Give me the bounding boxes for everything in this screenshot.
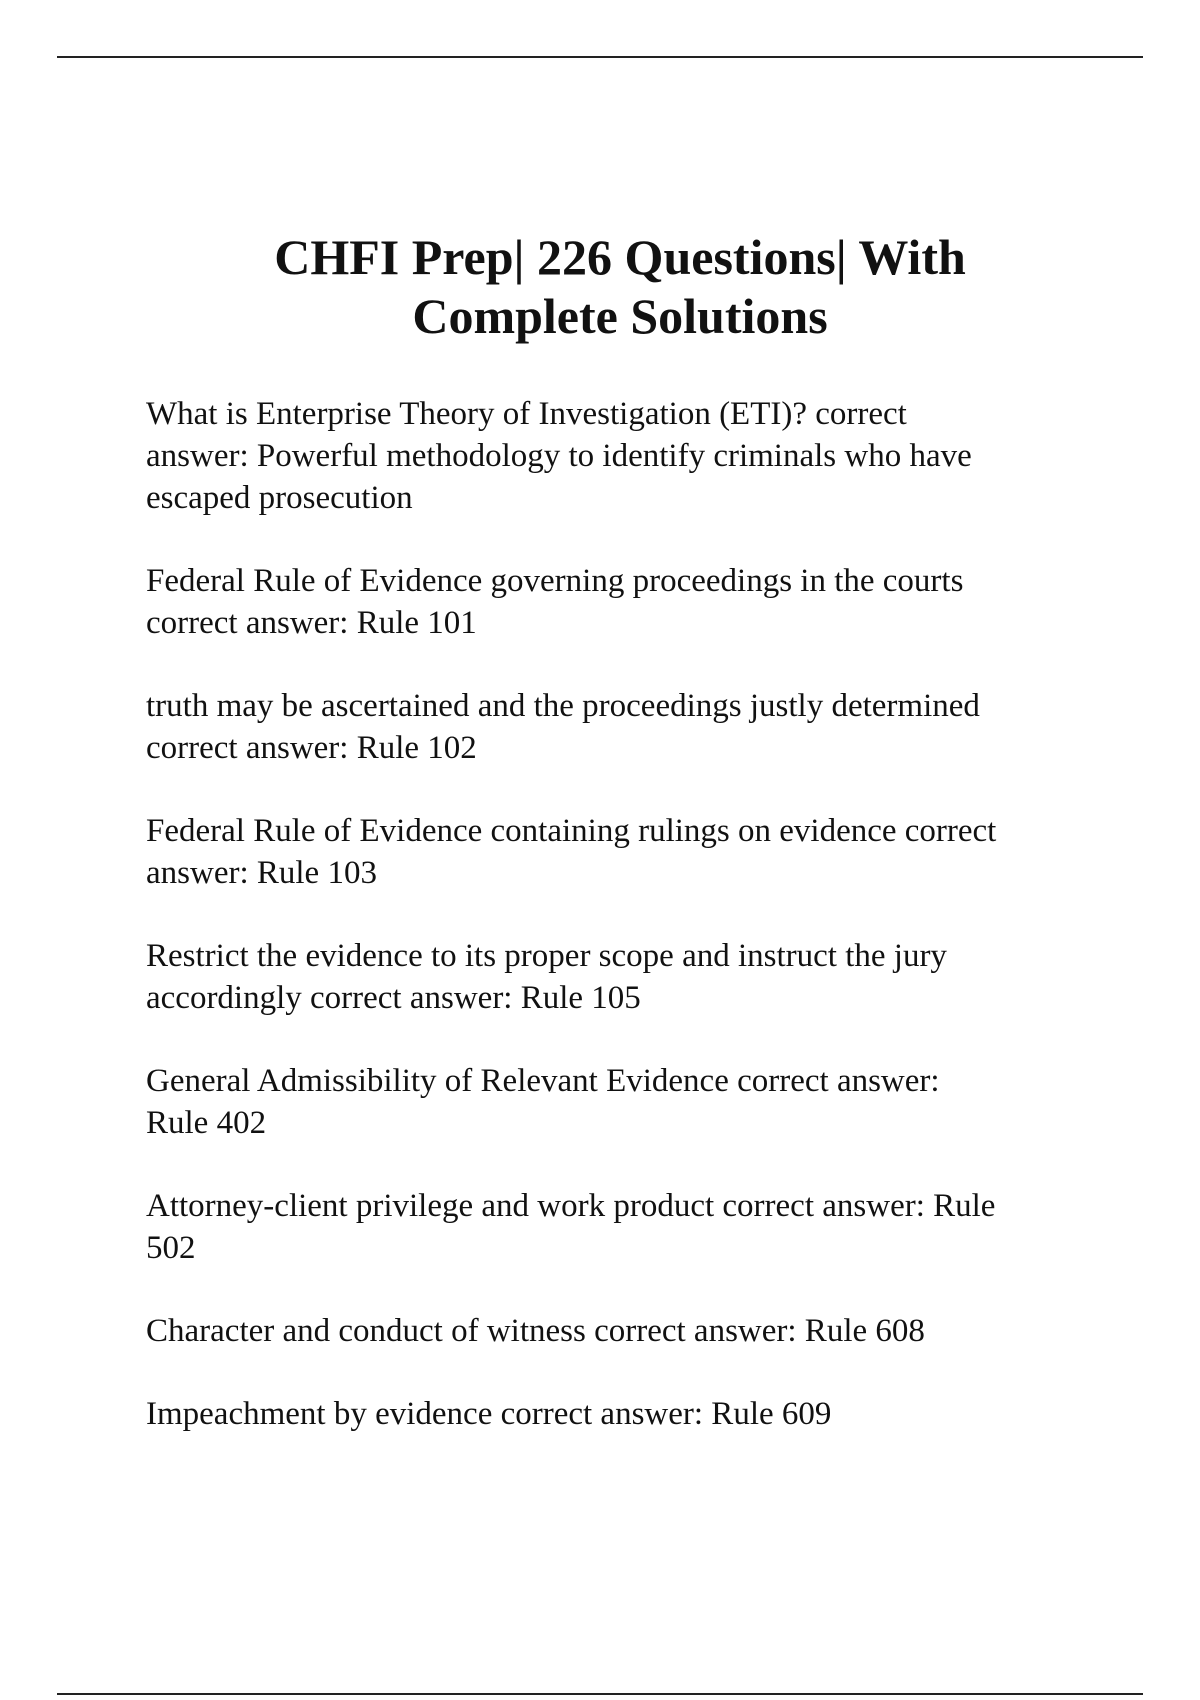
qa-line: answer: Powerful methodology to identify criminals who have [146,438,972,474]
qa-item-rule-103 [146,810,1126,894]
qa-line: Rule 402 [146,1105,267,1141]
qa-line: Federal Rule of Evidence containing rulings on evidence correct [146,813,997,849]
qa-item-rule-402 [146,1060,1126,1144]
title-line-2: Complete Solutions [412,288,828,344]
qa-line: What is Enterprise Theory of Investigation (ETI)? correct [146,396,907,432]
qa-line: correct answer: Rule 101 [146,605,477,641]
qa-line: correct answer: Rule 102 [146,730,477,766]
qa-line: Federal Rule of Evidence governing proceedings in the courts [146,563,964,599]
qa-line: truth may be ascertained and the proceedings justly determined [146,688,980,724]
qa-item-rule-105 [146,935,1126,1019]
qa-list [146,393,1126,1476]
qa-line: Restrict the evidence to its proper scope and instruct the jury [146,938,947,974]
page-title [0,228,1200,346]
footer-rule [57,1693,1143,1695]
header-rule [57,56,1143,58]
qa-item-rule-608 [146,1310,1126,1352]
qa-line: Character and conduct of witness correct answer: Rule 608 [146,1313,925,1349]
qa-item-rule-609 [146,1393,1126,1435]
qa-line: General Admissibility of Relevant Evidence correct answer: [146,1063,940,1099]
qa-line: answer: Rule 103 [146,855,377,891]
title-line-1: CHFI Prep| 226 Questions| With [274,229,966,285]
qa-item-eti [146,393,1126,519]
qa-line: Attorney-client privilege and work product correct answer: Rule [146,1188,996,1224]
qa-item-rule-102 [146,685,1126,769]
qa-item-rule-502 [146,1185,1126,1269]
qa-line: escaped prosecution [146,480,413,516]
qa-line: accordingly correct answer: Rule 105 [146,980,641,1016]
qa-line: Impeachment by evidence correct answer: Rule 609 [146,1396,832,1432]
qa-line: 502 [146,1230,196,1266]
qa-item-rule-101 [146,560,1126,644]
